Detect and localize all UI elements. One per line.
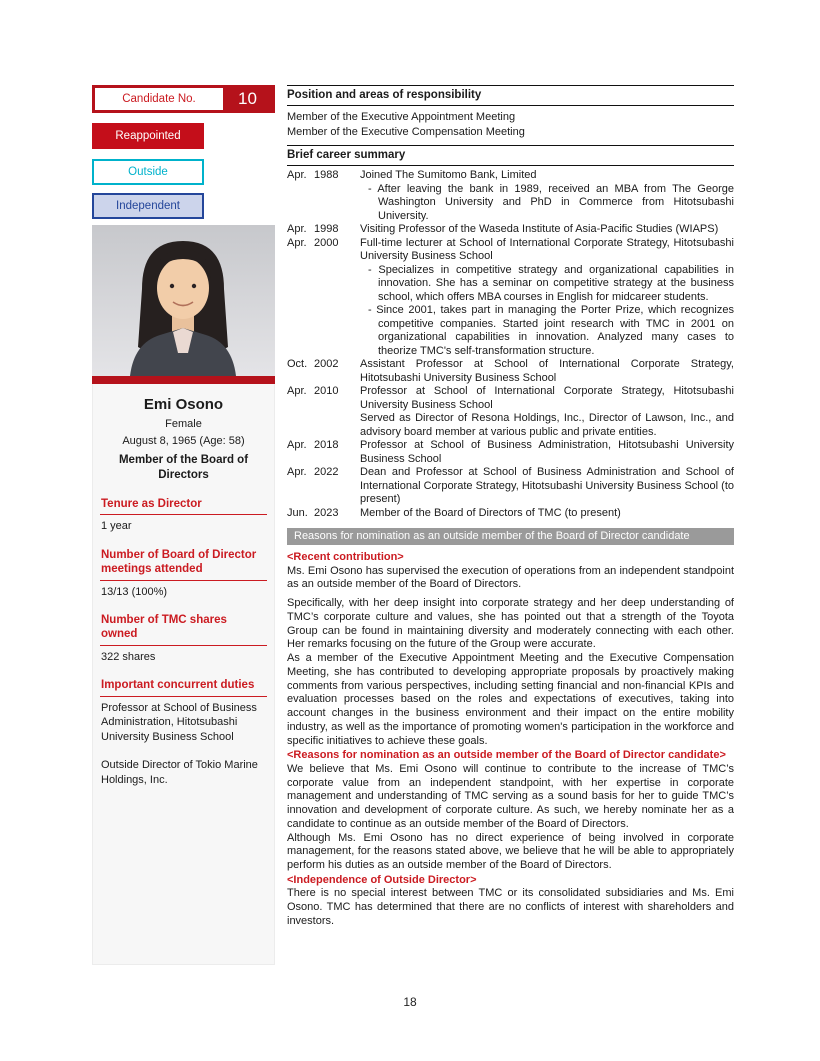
career-month: Apr. <box>287 223 307 236</box>
career-entry <box>287 385 734 439</box>
career-description: Dean and Professor at School of Business Administration and School of International Corporate Strategy, Hitotsubashi University Business School (to present) <box>360 466 734 506</box>
career-month: Apr. <box>287 466 307 479</box>
career-description: Joined The Sumitomo Bank, Limited - After leaving the bank in 1989, received an MBA from The George Washington University and PhD in Commerce from Hitotsubashi University. <box>360 169 734 223</box>
field-duties-value-2: Outside Director of Tokio Marine Holdings, Inc. <box>101 759 258 786</box>
heading-independence: <Independence of Outside Director> <box>287 873 477 886</box>
career-month: Oct. <box>287 358 308 371</box>
career-description: Full-time lecturer at School of International Corporate Strategy, Hitotsubashi University Business School - Specializes in competitive strategy and organizational capabilities in innovation. She has a seminar on competitive strategy at the business school, which offers MBA courses in English for midcareer students. - Since 2001, takes part in managing the Porter Prize, which recognizes competitive companies. Started joint research with TMC in 2001 on organizational capabilities in innovation. Analyzed many cases to theorize TMC's self-transformation structure. <box>360 237 734 359</box>
career-month: Apr. <box>287 236 307 249</box>
portrait-photo <box>92 225 275 376</box>
paragraph-reasons-1: We believe that Ms. Emi Osono will continue to contribute to the increase of TMC’s corporate value from an independent standpoint, with her expertise in corporate management and understanding of TMC serving as a sound basis for her to guide TMC’s innovation and development of corporate culture. As such, we hereby nominate her as a candidate to continue as an outside member of the Board of Directors. <box>287 762 734 830</box>
field-shares-label: Number of TMC shares owned <box>100 613 267 646</box>
career-entry <box>287 466 734 507</box>
badge-reappointed: Reappointed <box>92 123 204 149</box>
field-duties-value-1: Professor at School of Business Administration, Hitotsubashi University Business School <box>101 701 257 743</box>
position-section-items <box>287 106 734 145</box>
position-item: Member of the Executive Compensation Meeting <box>287 125 525 138</box>
page-number: 18 <box>403 995 417 1009</box>
career-month: Apr. <box>287 439 307 452</box>
field-shares-value: 322 shares <box>101 650 156 663</box>
career-year: 2002 <box>314 358 339 371</box>
career-timeline <box>287 166 734 520</box>
candidate-number-label: Candidate No. <box>95 88 223 110</box>
career-entry <box>287 439 734 466</box>
field-concurrent-duties <box>100 678 267 787</box>
career-note: Served as Director of Resona Holdings, Inc., Director of Lawson, Inc., and advisory board member at various public and private entities. <box>360 412 734 438</box>
position-item: Member of the Executive Appointment Meeting <box>287 111 516 123</box>
paragraph-reasons-2: Although Ms. Emi Osono has no direct experience of being involved in corporate management, for the reasons stated above, we believe that he will be able to appropriately perform his duties as an outside member of the Board of Directors. <box>287 831 734 872</box>
field-tenure-value: 1 year <box>101 520 132 533</box>
career-year: 1988 <box>314 169 339 182</box>
paragraph-recent-1: Ms. Emi Osono has supervised the execution of operations from an independent standpoint as an outside member of the Board of Directors. <box>287 564 734 591</box>
career-entry <box>287 223 734 237</box>
career-year: 2023 <box>314 506 339 519</box>
career-entry <box>287 237 734 359</box>
career-year: 2010 <box>314 385 339 398</box>
detail-column <box>287 85 734 928</box>
heading-nomination-reasons: <Reasons for nomination as an outside member of the Board of Director candidate> <box>287 749 726 762</box>
career-month: Apr. <box>287 169 307 182</box>
career-entry <box>287 507 734 521</box>
career-description: Professor at School of International Corporate Strategy, Hitotsubashi University Business School Served as Director of Resona Holdings, Inc., Director of Lawson, Inc., and advisory board member at various public and private entities. <box>360 385 734 438</box>
paragraph-recent-3: As a member of the Executive Appointment Meeting and the Executive Compensation Meeting, she has contributed to developing appropriate proposals by proactively making comments from various perspectives, including setting financial and non-financial KPIs and evaluation processes based on the roles and expectations of executives, taking into account changes in the business environment and their impact on the entire mobility industry, as well as the importance of promoting women's participation in the workforce and specific initiatives to achieve these goals. <box>287 652 734 747</box>
career-month: Jun. <box>287 506 308 519</box>
profile-card <box>92 384 275 965</box>
candidate-number-value: 10 <box>238 89 257 108</box>
career-description: Member of the Board of Directors of TMC (to present) <box>360 506 621 519</box>
field-tenure-label: Tenure as Director <box>100 497 267 515</box>
content-columns <box>92 85 734 965</box>
career-section-header: Brief career summary <box>287 145 734 166</box>
career-entry <box>287 358 734 385</box>
field-shares-owned <box>100 613 267 664</box>
career-year: 1998 <box>314 223 339 236</box>
career-description: Assistant Professor at School of International Corporate Strategy, Hitotsubashi University Business School <box>360 358 734 384</box>
career-year: 2022 <box>314 466 339 479</box>
paragraph-independence: There is no special interest between TMC or its consolidated subsidiaries and Ms. Emi Osono. TMC has determined that there are no conflicts of interest with shareholders and investors. <box>287 887 734 927</box>
photo-divider-bar <box>92 376 275 384</box>
candidate-sidebar <box>92 85 275 965</box>
career-description: Professor at School of Business Administration, Hitotsubashi University Business School <box>360 439 734 465</box>
badge-outside: Outside <box>92 159 204 185</box>
nomination-banner: Reasons for nomination as an outside member of the Board of Director candidate <box>287 528 734 545</box>
candidate-name: Emi Osono <box>143 396 224 413</box>
career-entry <box>287 169 734 223</box>
field-meetings-value: 13/13 (100%) <box>101 585 168 598</box>
badge-independent: Independent <box>92 193 204 219</box>
candidate-role-title: Member of the Board of Directors <box>118 454 249 481</box>
position-section-header: Position and areas of responsibility <box>287 85 734 106</box>
candidate-number-badge <box>92 85 275 113</box>
field-tenure <box>100 497 267 534</box>
field-meetings-attended <box>100 548 267 599</box>
candidate-birthdate: August 8, 1965 (Age: 58) <box>122 435 245 447</box>
heading-recent-contribution: <Recent contribution> <box>287 551 404 564</box>
career-year: 2000 <box>314 236 339 249</box>
paragraph-recent-2: Specifically, with her deep insight into corporate strategy and her deep understanding of TMC’s corporate culture and values, she has pointed out that a strength of the Toyota Group can be found in maintaining diversity and moderately connecting with each other. Her remarks focusing on the future of the Group were accurate. <box>287 597 734 651</box>
field-meetings-label: Number of Board of Director meetings attended <box>100 548 267 581</box>
career-year: 2018 <box>314 439 339 452</box>
career-description: Visiting Professor of the Waseda Institute of Asia-Pacific Studies (WIAPS) <box>360 223 719 236</box>
career-month: Apr. <box>287 385 307 398</box>
candidate-gender: Female <box>165 418 202 430</box>
field-duties-label: Important concurrent duties <box>100 678 267 696</box>
